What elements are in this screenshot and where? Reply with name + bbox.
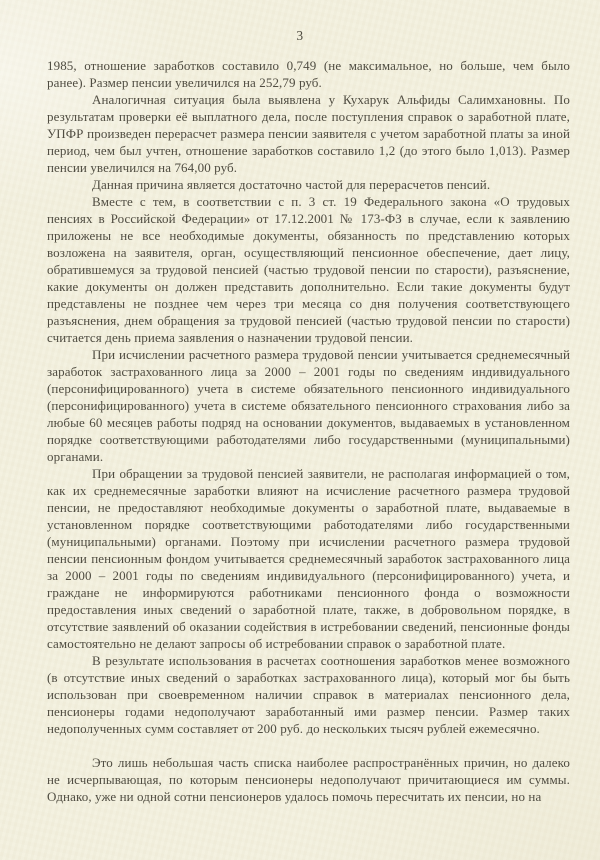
paragraph-closing: Это лишь небольшая часть списка наиболее распространённых причин, но далеко не исчерпывающая, по которым пенсионеры недополучают причитающиеся им суммы. Однако, уже ни одной сотни пенсионеров удалось помочь пересчитать их пенсии, но на xyxy=(47,755,570,804)
document-body xyxy=(47,57,570,805)
paragraph: Вместе с тем, в соответствии с п. 3 ст. 19 Федерального закона «О трудовых пенсиях в Российской Федерации» от 17.12.2001 № 173-ФЗ в случае, если к заявлению приложены не все необходимые документы, обязанность по представлению которых возложена на заявителя, орган, осуществляющий пенсионное обеспечение, дает лицу, обратившемуся за трудовой пенсией (частью трудовой пенсии по старости), разъяснение, какие документы он должен представить дополнительно. Если такие документы будут представлены не позднее чем через три месяца со дня получения соответствующего разъяснения, днем обращения за трудовой пенсией (частью трудовой пенсии по старости) считается день приема заявления о назначении трудовой пенсии. xyxy=(47,194,570,345)
paragraph: В результате использования в расчетах соотношения заработков менее возможного (в отсутствие иных сведений о заработках застрахованного лица), который мог бы быть использован при своевременном наличии справок в материалах пенсионного дела, пенсионеры годами недополучают заработанный ими размер пенсии. Размер таких недополученных сумм составляет от 200 руб. до нескольких тысяч рублей ежемесячно. xyxy=(47,653,570,736)
page-number: 3 xyxy=(296,28,304,43)
paragraph: При исчислении расчетного размера трудовой пенсии учитывается среднемесячный заработок застрахованного лица за 2000 – 2001 годы по сведениям индивидуального (персонифицированного) учета в системе обязательного пенсионного индивидуального (персонифицированного) учета в системе обязательного пенсионного страхования либо за любые 60 месяцев работы подряд на основании документов, выдаваемых в установленном порядке соответствующими работодателями либо государственными (муниципальными) органами. xyxy=(47,347,570,464)
paragraph-continuation: 1985, отношение заработков составило 0,749 (не максимальное, но больше, чем было ранее). Размер пенсии увеличился на 252,79 руб. xyxy=(47,58,570,90)
paragraph: При обращении за трудовой пенсией заявители, не располагая информацией о том, как их среднемесячные заработки влияют на исчисление расчетного размера трудовой пенсии, не предоставляют необходимые документы о заработной плате, выдаваемые в установленном порядке соответствующими работодателями либо государственными (муниципальными) органами. Поэтому при исчислении расчетного размера трудовой пенсии пенсионным фондом учитывается среднемесячный заработок застрахованного лица за 2000 – 2001 годы по сведениям индивидуального (персонифицированного) учета, и граждане не информируются работниками пенсионного фонда о возможности предоставления иных сведений о заработной плате, также, в добровольном порядке, в отсутствие заявлений об оказании содействия в истребовании сведений, пенсионные фонды самостоятельно не делают запросы об истребовании справок о заработной плате. xyxy=(47,466,570,651)
paragraph: Аналогичная ситуация была выявлена у Кухарук Альфиды Салимхановны. По результатам проверки её выплатного дела, после поступления справок о заработной плате, УПФР произведен перерасчет размера пенсии заявителя с учетом заработной платы за иной период, чем был учтен, отношение заработков составило 1,2 (до этого было 1,013). Размер пенсии увеличился на 764,00 руб. xyxy=(47,92,570,175)
paragraph: Данная причина является достаточно частой для перерасчетов пенсий. xyxy=(92,177,491,192)
